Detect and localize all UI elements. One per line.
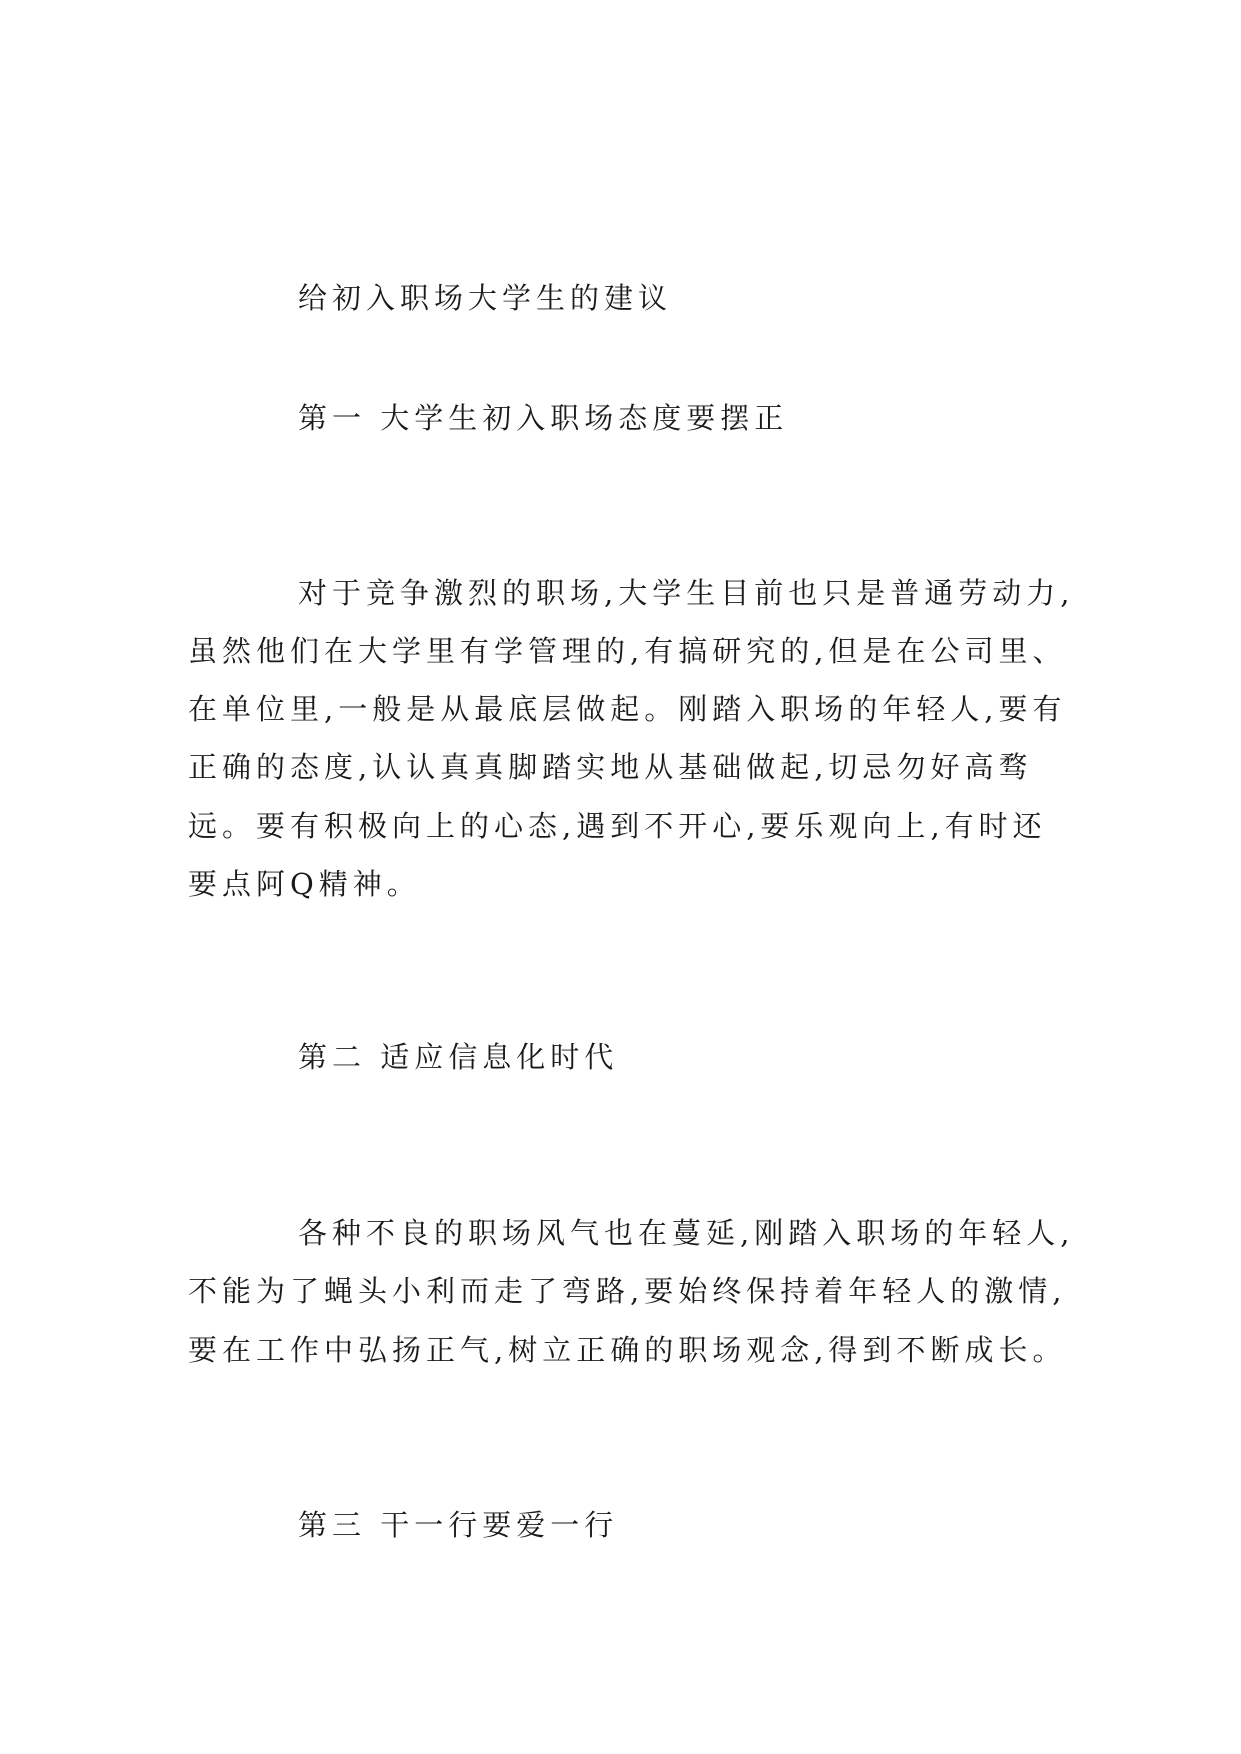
paragraph-line: 要点阿Q精神。 bbox=[188, 867, 421, 901]
paragraph-line: 远。要有积极向上的心态,遇到不开心,要乐观向上,有时还 bbox=[188, 809, 1047, 843]
paragraph-line: 不能为了蝇头小利而走了弯路,要始终保持着年轻人的激情, bbox=[188, 1274, 1067, 1308]
paragraph-line: 要在工作中弘扬正气,树立正确的职场观念,得到不断成长。 bbox=[188, 1333, 1067, 1367]
paragraph-line: 在单位里,一般是从最底层做起。刚踏入职场的年轻人,要有 bbox=[188, 692, 1067, 726]
section-3-heading: 第三 干一行要爱一行 bbox=[298, 1508, 619, 1542]
section-1-heading: 第一 大学生初入职场态度要摆正 bbox=[298, 401, 789, 435]
document-title: 给初入职场大学生的建议 bbox=[298, 281, 673, 315]
paragraph-line: 各种不良的职场风气也在蔓延,刚踏入职场的年轻人, bbox=[298, 1216, 1075, 1250]
paragraph-line: 虽然他们在大学里有学管理的,有搞研究的,但是在公司里、 bbox=[188, 634, 1067, 668]
section-2-heading: 第二 适应信息化时代 bbox=[298, 1040, 619, 1074]
paragraph-line: 对于竞争激烈的职场,大学生目前也只是普通劳动力, bbox=[298, 576, 1075, 610]
paragraph-line: 正确的态度,认认真真脚踏实地从基础做起,切忌勿好高骛 bbox=[188, 750, 1033, 784]
